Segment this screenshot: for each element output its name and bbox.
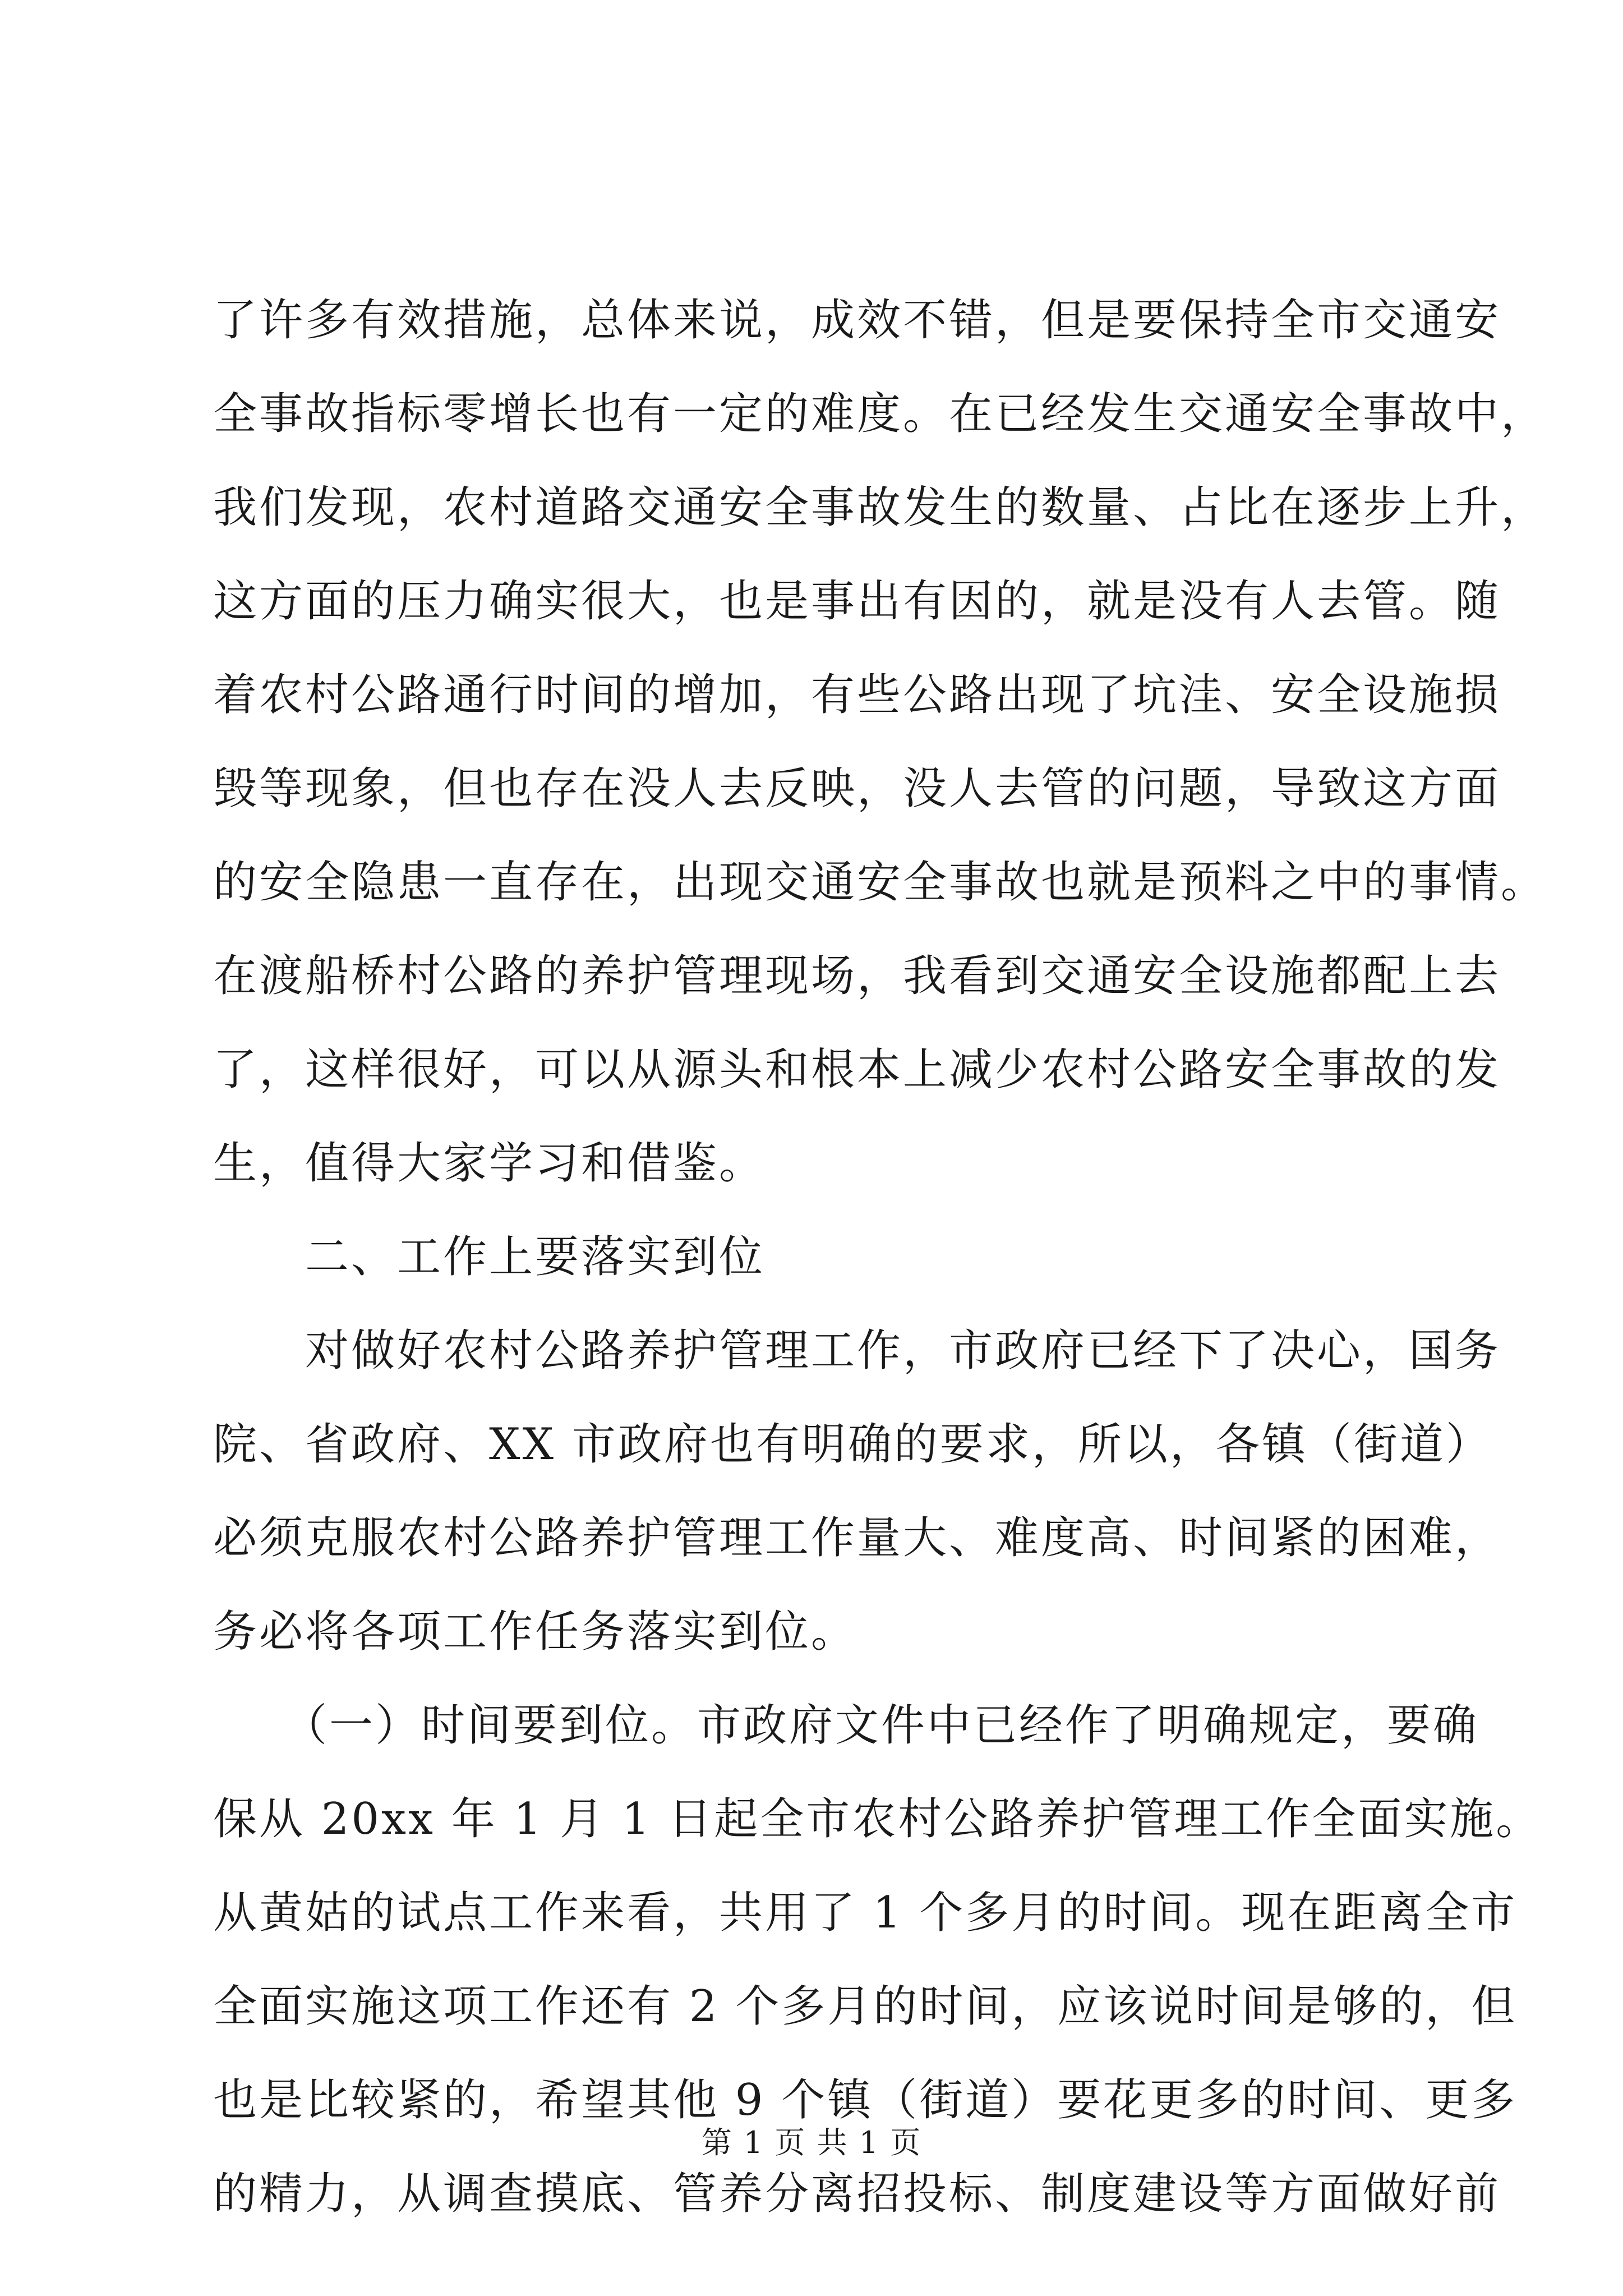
- text-line: 着农村公路通行时间的增加，有些公路出现了坑洼、安全设施损: [213, 670, 1501, 720]
- text-line: 在渡船桥村公路的养护管理现场，我看到交通安全设施都配上去: [213, 951, 1501, 1001]
- text-line: 从黄姑的试点工作来看，共用了 1 个多月的时间。现在距离全市: [213, 1888, 1518, 1938]
- text-line: 这方面的压力确实很大，也是事出有因的，就是没有人去管。随: [213, 576, 1501, 627]
- text-line: 务必将各项工作任务落实到位。: [213, 1607, 857, 1657]
- text-line: 对做好农村公路养护管理工作，市政府已经下了决心，国务: [213, 1326, 1501, 1376]
- body-text: [213, 274, 1547, 2241]
- text-line: 保从 20xx 年 1 月 1 日起全市农村公路养护管理工作全面实施。: [213, 1794, 1542, 1844]
- text-line: 必须克服农村公路养护管理工作量大、难度高、时间紧的困难，: [213, 1513, 1501, 1563]
- section-heading: 二、工作上要落实到位: [213, 1232, 766, 1282]
- text-line: 了许多有效措施，总体来说，成效不错，但是要保持全市交通安: [213, 295, 1501, 346]
- text-line: 的精力，从调查摸底、管养分离招投标、制度建设等方面做好前: [213, 2169, 1501, 2219]
- text-line: （一）时间要到位。市政府文件中已经作了明确规定，要确: [213, 1700, 1479, 1751]
- text-line: 全事故指标零增长也有一定的难度。在已经发生交通安全事故中，: [213, 389, 1547, 439]
- text-line: 毁等现象，但也存在没人去反映，没人去管的问题，导致这方面: [213, 763, 1501, 814]
- text-line: 院、省政府、XX 市政府也有明确的要求，所以，各镇（街道）: [213, 1419, 1492, 1470]
- text-line: 了，这样很好，可以从源头和根本上减少农村公路安全事故的发: [213, 1045, 1501, 1095]
- text-line: 全面实施这项工作还有 2 个多月的时间，应该说时间是够的，但: [213, 1981, 1518, 2032]
- text-line: 我们发现，农村道路交通安全事故发生的数量、占比在逐步上升，: [213, 482, 1547, 533]
- page-footer: 第 1 页 共 1 页: [701, 2125, 922, 2160]
- text-line: 生，值得大家学习和借鉴。: [213, 1138, 766, 1189]
- text-line: 也是比较紧的，希望其他 9 个镇（街道）要花更多的时间、更多: [213, 2075, 1518, 2125]
- text-line: 的安全隐患一直存在，出现交通安全事故也就是预料之中的事情。: [213, 857, 1547, 908]
